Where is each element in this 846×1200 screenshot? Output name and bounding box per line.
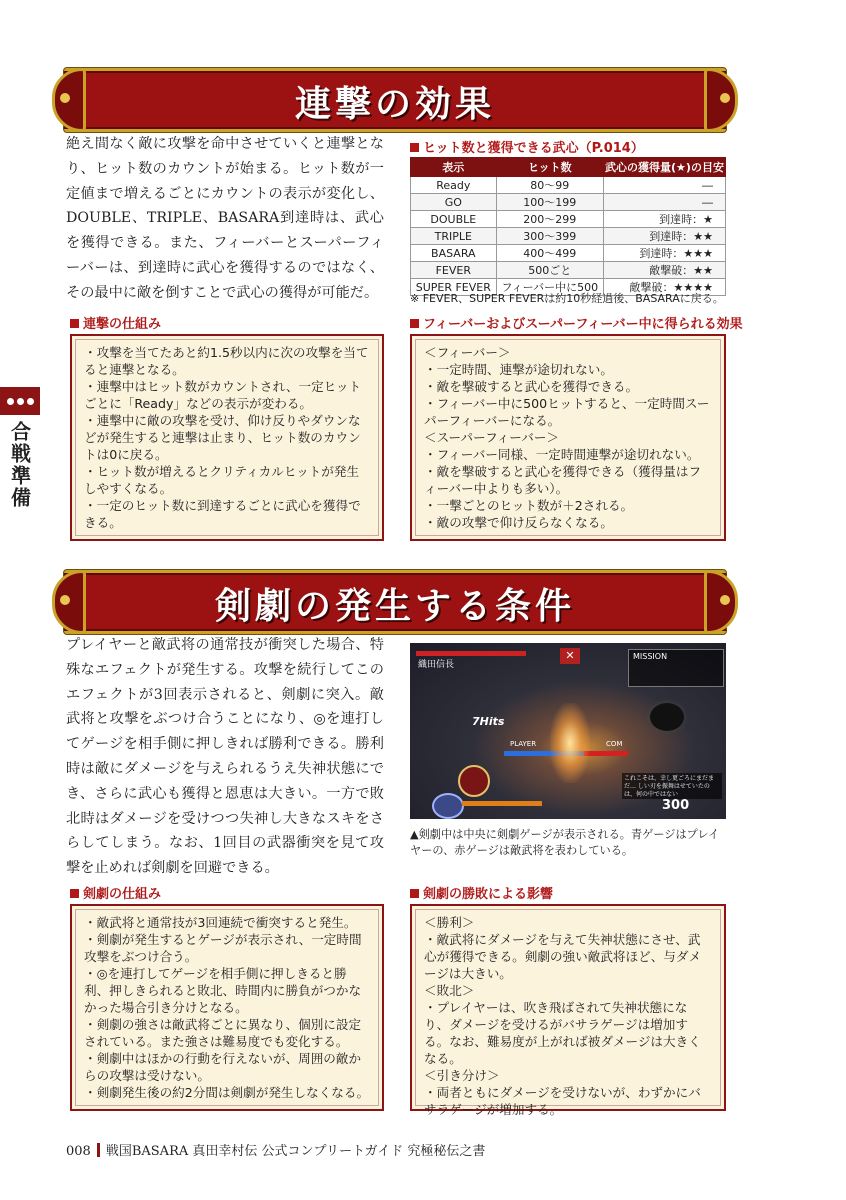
page-footer [66, 1140, 485, 1159]
list-item: ＜勝利＞ [424, 915, 475, 930]
renda-mechanism-box [70, 334, 384, 541]
book-title: 戦国BASARA 真田幸村伝 公式コンプリートガイド 究極秘伝之書 [105, 1144, 486, 1159]
hit-counter: 7Hits [472, 715, 505, 728]
list-item: ・剣劇の強さは敵武将ごとに異なり、個別に設定されている。また強さは難易度でも変化する。 [84, 1017, 362, 1049]
table-cell: 200～299 [496, 211, 603, 228]
table-row [411, 228, 726, 245]
section-title: 剣劇の発生する条件 [214, 585, 575, 627]
table-cell: GO [411, 194, 497, 211]
table-cell: DOUBLE [411, 211, 497, 228]
table-cell: ― [603, 194, 725, 211]
list-item: ・敵武将と通常技が3回連続で衝突すると発生。 [84, 915, 357, 930]
section-body-text: 絶え間なく敵に攻撃を命中させていくと連撃となり、ヒット数のカウントが始まる。ヒット数が一定値まで増えるごとにカウントの表示が変化し、DOUBLE、TRIPLE、BASARA到達時は、武心を獲得できる。また、フィーバーとスーパーフィーバーは、到達時に武心を獲得するのではなく、その最中に敵を倒すことで武心の獲得が可能だ。 [66, 136, 384, 301]
table-cell: 到達時：★★ [603, 228, 725, 245]
box-heading-kengeki-mechanism: 剣劇の仕組み [70, 883, 161, 902]
screenshot-caption: ▲剣劇中は中央に剣劇ゲージが表示される。青ゲージはプレイヤーの、赤ゲージは敵武将を表わしている。 [410, 828, 720, 857]
com-label: COM [606, 740, 623, 748]
section-title: 連撃の効果 [294, 83, 495, 125]
table-cell: Ready [411, 177, 497, 194]
table-cell: FEVER [411, 262, 497, 279]
list-item: ・攻撃を当てたあと約1.5秒以内に次の攻撃を当てると連撃となる。 [84, 345, 369, 377]
list-item: ・剣劇が発生するとゲージが表示され、一定時間攻撃をぶつけ合う。 [84, 932, 362, 964]
table-row [411, 177, 726, 194]
list-item: ・連撃中はヒット数がカウントされ、一定ヒットごとに「Ready」などの表示が変わる。 [84, 379, 362, 411]
enemy-blob [650, 703, 684, 731]
table-cell: ― [603, 177, 725, 194]
table-row [411, 194, 726, 211]
list-item: ・両者ともにダメージを受けないが、わずかにバサラゲージが増加する。 [424, 1085, 701, 1117]
list-item: ・連撃中に敵の攻撃を受け、仰け反りやダウンなどが発生すると連撃は止まり、ヒット数のカウントは0に戻る。 [84, 413, 361, 462]
dots-icon [0, 387, 40, 415]
side-chapter-tab [0, 387, 40, 517]
kengeki-mechanism-box [70, 904, 384, 1111]
list-item: ＜敗北＞ [424, 983, 475, 998]
table-header-cell: 武心の獲得量(★)の目安 [603, 158, 725, 177]
table-cell: 400～499 [496, 245, 603, 262]
enemy-name: 織田信長 [418, 660, 455, 670]
player-health-bar [462, 801, 542, 806]
section-body-text: プレイヤーと敵武将の通常技が衝突した場合、特殊なエフェクトが発生する。攻撃を続行してこのエフェクトが3回表示されると、剣劇に突入。敵武将と攻撃をぶつけ合うことになり、◎を連打してゲージを相手側に押しきれば勝利できる。勝利時は敵にダメージを与えられるうえ失神状態にでき、さらに武心も獲得と恩恵は大きい。一方で敗北時はダメージを受けつつ失神し大きなスキをさらしてしまう。なお、1回目の武器衝突を見て攻撃を止めれば剣劇を回避できる。 [66, 637, 384, 877]
box-heading-kengeki-result: 剣劇の勝敗による影響 [410, 883, 553, 902]
list-item: ＜スーパーフィーバー＞ [424, 430, 560, 445]
table-cell: 300～399 [496, 228, 603, 245]
list-item: ＜フィーバー＞ [424, 345, 511, 360]
table-cell: BASARA [411, 245, 497, 262]
hit-count-table [410, 157, 726, 296]
list-item: ・剣劇発生後の約2分間は剣劇が発生しなくなる。 [84, 1085, 370, 1100]
dialogue-box: これこそは、幸し更ごろにまだまだ… しい刃を振舞はせていたのは、何の中ではない [622, 773, 722, 799]
table-row [411, 262, 726, 279]
enemy-kengeki-gauge [584, 751, 628, 756]
list-item: ・一撃ごとのヒット数が＋2される。 [424, 498, 634, 513]
table-cell: 敵撃破：★★ [603, 262, 725, 279]
table-note: ※ FEVER、SUPER FEVERは約10秒経過後、BASARAに戻る。 [410, 292, 724, 305]
page-number: 008 [66, 1144, 91, 1159]
list-item: ・敵武将にダメージを与えて失神状態にさせ、武心が獲得できる。剣劇の強い敵武将ほど、与ダメージは大きい。 [424, 932, 702, 981]
table-cell: SUPER FEVER [411, 279, 497, 296]
close-icon: ✕ [560, 648, 580, 664]
chapter-label: 合戦準備 [7, 421, 32, 509]
fever-effects-box [410, 334, 726, 541]
list-item: ・フィーバー中に500ヒットすると、一定時間スーパーフィーバーになる。 [424, 396, 710, 428]
box-heading-fever: フィーバーおよびスーパーフィーバー中に得られる効果 [410, 313, 743, 332]
table-header-cell: ヒット数 [496, 158, 603, 177]
table-cell: フィーバー中に500 [496, 279, 603, 296]
table-cell: TRIPLE [411, 228, 497, 245]
list-item: ・◎を連打してゲージを相手側に押しきると勝利、押しきられると敗北、時間内に勝負がつかなかった場合引き分けとなる。 [84, 966, 362, 1015]
table-row [411, 211, 726, 228]
gauge-ring-icon [432, 793, 464, 819]
section-banner-renda [64, 68, 726, 132]
mission-panel: MISSION [628, 649, 724, 687]
table-cell: 到達時：★ [603, 211, 725, 228]
clash-effect [550, 703, 590, 783]
section-banner-kengeki [64, 570, 726, 634]
list-item: ・敵の攻撃で仰け反らなくなる。 [424, 515, 613, 530]
list-item: ・剣劇中はほかの行動を行えないが、周囲の敵からの攻撃は受けない。 [84, 1051, 362, 1083]
table-cell: 500ごと [496, 262, 603, 279]
list-item: ・敵を撃破すると武心を獲得できる。 [424, 379, 639, 394]
player-portrait [458, 765, 490, 797]
list-item: ＜引き分け＞ [424, 1068, 500, 1083]
list-item: ・ヒット数が増えるとクリティカルヒットが発生しやすくなる。 [84, 464, 360, 496]
table-cell: 敵撃破：★★★★ [603, 279, 725, 296]
box-heading-renda-mechanism: 連撃の仕組み [70, 313, 161, 332]
table-heading: ヒット数と獲得できる武心（P.014） [410, 137, 644, 156]
table-cell: 80～99 [496, 177, 603, 194]
list-item: ・一定のヒット数に到達するごとに武心を獲得できる。 [84, 498, 361, 530]
table-cell: 到達時：★★★ [603, 245, 725, 262]
player-label: PLAYER [510, 740, 537, 748]
list-item: ・フィーバー同様、一定時間連撃が途切れない。 [424, 447, 700, 462]
enemy-health-bar [416, 651, 526, 656]
score-display: 300 [662, 798, 690, 813]
list-item: ・プレイヤーは、吹き飛ばされて失神状態になり、ダメージを受けるがバサラゲージは増加する。なお、難易度が上がれば被ダメージは大きくなる。 [424, 1000, 701, 1066]
list-item: ・敵を撃破すると武心を獲得できる（獲得量はフィーバー中よりも多い）。 [424, 464, 702, 496]
list-item: ・一定時間、連撃が途切れない。 [424, 362, 613, 377]
table-header-cell: 表示 [411, 158, 497, 177]
kengeki-result-box [410, 904, 726, 1117]
table-row [411, 245, 726, 262]
gameplay-screenshot [410, 643, 726, 819]
table-cell: 100～199 [496, 194, 603, 211]
